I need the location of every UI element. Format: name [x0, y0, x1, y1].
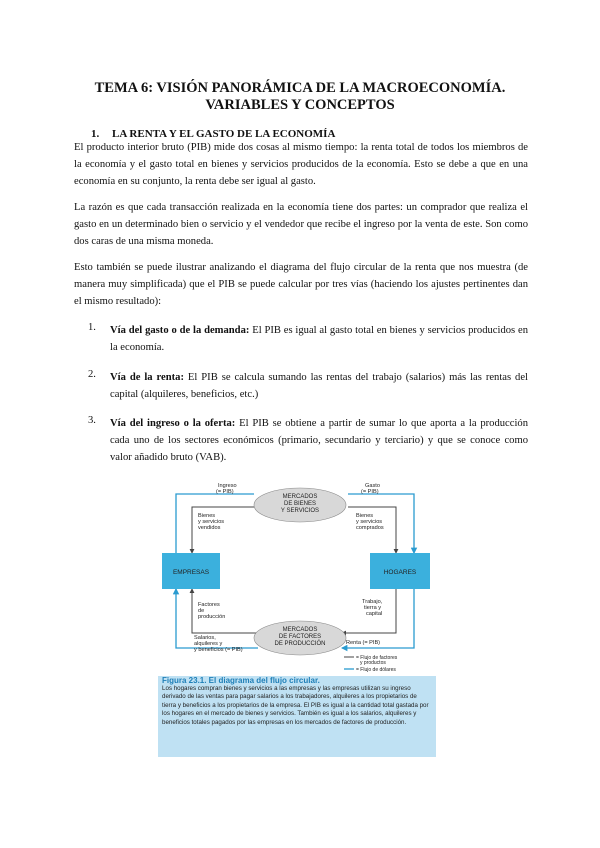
list-lead: Vía del gasto o de la demanda:	[110, 325, 250, 336]
bienes-comprados-label: comprados	[356, 525, 384, 531]
title-line-1: TEMA 6: VISIÓN PANORÁMICA DE LA MACROECONOMÍA.	[94, 80, 506, 96]
hogares-label: HOGARES	[383, 569, 417, 576]
paragraph-1: El producto interior bruto (PIB) mide dos cosas al mismo tiempo: la renta total de todos los miembros de la economía y el gasto total en bienes y servicios producidos de la economía. Esto se debe a que en una economía en su conjunto, la renta debe ser igual al gasto.	[74, 142, 528, 187]
circular-flow-diagram	[158, 481, 436, 676]
legend-dollars-label: = Flujo de dólares	[356, 667, 396, 673]
legend-factors-label: = Flujo de factores	[356, 655, 398, 661]
title-line-2: VARIABLES Y CONCEPTOS	[205, 97, 395, 113]
market-goods-label: MERCADOS	[282, 494, 318, 500]
factores-label: producción	[198, 614, 226, 620]
salarios-label: y beneficios (= PIB)	[194, 647, 243, 653]
figure-caption-text: Los hogares compran bienes y servicios a las empresas y las empresas utilizan su ingreso derivado de las ventas para pagar salarios a los trabajadores, alquileres a los propietarios de tierra y beneficios a los propietarios de la empresa. El PIB es igual a la cantidad total gastada por los hogares en el mercado de bienes y servicios. También es igual a los salarios, alquileres y beneficios totales pagados por las empresas en los mercados de factores de producción.	[162, 685, 429, 726]
list-number: 3.	[88, 415, 96, 426]
list-text: El PIB se obtiene a partir de sumar lo que aporta a la producción cada uno de los sectores económicos (primario, secundario y terciario) y que se conoce como valor añadido bruto (VAB).	[110, 418, 528, 463]
paragraph-2: La razón es que cada transacción realizada en la economía tiene dos partes: un comprador que realiza el gasto en un determinado bien o servicio y el vendedor que recibe el ingreso por la venta de este. Son como dos caras de una misma moneda.	[74, 202, 528, 247]
paragraph-3: Esto también se puede ilustrar analizando el diagrama del flujo circular de la renta que nos muestra (de manera muy simplificada) que el PIB se puede calcular por tres vías (haciendo los ajustes pertinentes dan el mismo resultado):	[74, 262, 528, 307]
market-goods-label: DE BIENES	[283, 501, 317, 507]
ingreso-label: (= PIB)	[216, 489, 234, 495]
factores-label: de	[198, 608, 205, 614]
list-number: 2.	[88, 369, 96, 380]
list-number: 1.	[88, 322, 96, 333]
list-text: El PIB es igual al gasto total en bienes y servicios producidos en la economía.	[110, 325, 528, 353]
bienes-vendidos-label: vendidos	[198, 525, 221, 531]
bienes-vendidos-label: y servicios	[198, 519, 225, 525]
trabajo-label: capital	[366, 611, 383, 617]
market-factors-label: DE PRODUCCIÓN	[274, 641, 326, 647]
list-text: El PIB se calcula sumando las rentas del trabajo (salarios) más las rentas del capital (alquileres, beneficios, etc.)	[110, 372, 528, 400]
legend-factors-label: y productos	[360, 660, 386, 666]
ingreso-label: Ingreso	[218, 483, 237, 489]
list-lead: Vía del ingreso o la oferta:	[110, 418, 236, 429]
salarios-label: Salarios,	[194, 635, 216, 641]
bienes-comprados-label: Bienes	[356, 513, 374, 519]
bienes-vendidos-label: Bienes	[198, 513, 216, 519]
figure-caption-title: Figura 23.1. El diagrama del flujo circular.	[162, 676, 320, 685]
gasto-label: Gasto	[365, 483, 380, 489]
salarios-label: alquileres y	[194, 641, 223, 647]
bienes-comprados-label: y servicios	[356, 519, 383, 525]
trabajo-label: tierra y	[364, 605, 382, 611]
circular-flow-figure	[158, 481, 436, 757]
trabajo-label: Trabajo,	[362, 599, 383, 605]
market-goods-label: Y SERVICIOS	[280, 508, 320, 514]
empresas-label: EMPRESAS	[172, 569, 210, 576]
market-factors-label: MERCADOS	[282, 627, 318, 633]
renta-label: Renta (= PIB)	[346, 640, 381, 646]
section-title: LA RENTA Y EL GASTO DE LA ECONOMÍA	[112, 128, 336, 140]
list-lead: Vía de la renta:	[110, 372, 184, 383]
market-factors-label: DE FACTORES	[278, 634, 322, 640]
section-number: 1.	[91, 128, 100, 140]
factores-label: Factores	[198, 602, 220, 608]
gasto-label: (= PIB)	[361, 489, 379, 495]
